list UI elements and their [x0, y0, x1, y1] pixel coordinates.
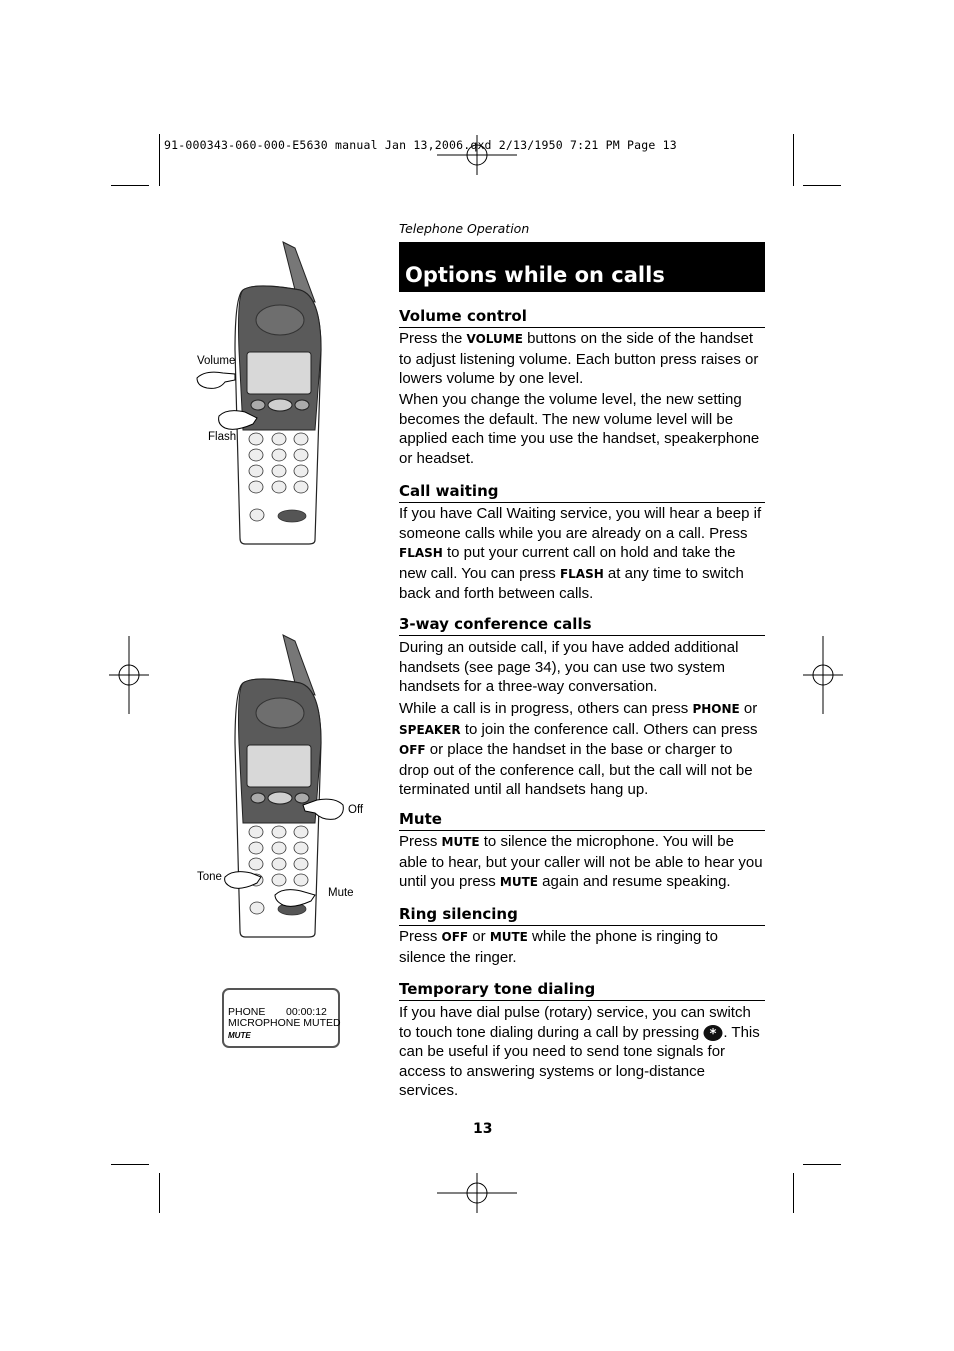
section-label: Telephone Operation	[399, 221, 530, 236]
star-key-icon	[703, 1024, 723, 1042]
page-title: Options while on calls	[405, 263, 665, 287]
page-number: 13	[473, 1121, 493, 1137]
handset-illustration-1	[195, 240, 335, 545]
label-flash: Flash	[208, 431, 237, 443]
heading-ring-silencing: Ring silencing	[399, 905, 765, 926]
label-off: Off	[348, 804, 364, 816]
crop-mark	[803, 185, 841, 186]
title-bar	[399, 242, 765, 292]
para-conference-1: During an outside call, if you have added additional handsets (see page 34), you can use two system handsets for a three-way conversation.	[399, 639, 739, 695]
para-volume-2: When you change the volume level, the new setting becomes the default. The new volume level will be applied each time you use the handset, speakerphone or headset.	[399, 391, 760, 467]
registration-mark-bottom	[437, 1173, 517, 1213]
lcd-line2: MICROPHONE MUTED	[228, 1017, 341, 1029]
para-mute: Press MUTE to silence the microphone. You will be able to hear, but your caller will not be able to hear you until you press MUTE again and resume speaking.	[399, 833, 763, 890]
heading-call-waiting: Call waiting	[399, 482, 765, 503]
crop-mark	[793, 1173, 794, 1213]
svg-text:*: *	[709, 1026, 717, 1042]
para-volume-1: Press the VOLUME buttons on the side of the handset to adjust listening volume. Each button press raises or lowers volume by one level.	[399, 330, 759, 387]
para-conference-2: While a call is in progress, others can press PHONE or SPEAKER to join the conference call. Others can press OFF or place the handset in the base or charger to drop out of the conference call, but the call will not be terminated until all handsets hang up.	[399, 700, 758, 798]
heading-conference: 3-way conference calls	[399, 615, 765, 636]
lcd-line1-right: 00:00:12	[286, 1006, 327, 1018]
crop-mark	[159, 1173, 160, 1213]
registration-mark-left	[109, 636, 149, 714]
label-volume: Volume	[197, 355, 236, 367]
heading-tone-dialing: Temporary tone dialing	[399, 980, 765, 1001]
crop-mark	[793, 134, 794, 186]
file-slug: 91-000343-060-000-E5630 manual Jan 13,2006.qxd 2/13/1950 7:21 PM Page 13	[164, 138, 677, 152]
crop-mark	[159, 134, 160, 186]
crop-mark	[111, 185, 149, 186]
heading-mute: Mute	[399, 810, 765, 831]
label-tone: Tone	[197, 871, 222, 883]
label-mute: Mute	[328, 887, 354, 899]
heading-volume-control: Volume control	[399, 307, 765, 328]
lcd-display	[222, 988, 340, 1048]
lcd-line3: MUTE	[228, 1031, 251, 1040]
crop-mark	[803, 1164, 841, 1165]
registration-mark-right	[803, 636, 843, 714]
crop-mark	[111, 1164, 149, 1165]
para-ring-silencing: Press OFF or MUTE while the phone is ringing to silence the ringer.	[399, 928, 719, 966]
lcd-line1-left: PHONE	[228, 1006, 266, 1018]
para-tone-dialing: If you have dial pulse (rotary) service, you can switch to touch tone dialing during a call by pressing * . This can be useful if you need to send tone signals for access to answering systems or long-distance services.	[399, 1004, 760, 1099]
para-call-waiting: If you have Call Waiting service, you will hear a beep if someone calls while you are already on a call. Press FLASH to put your current call on hold and take the new call. You can press FLASH at any time to switch back and forth between calls.	[399, 505, 762, 602]
